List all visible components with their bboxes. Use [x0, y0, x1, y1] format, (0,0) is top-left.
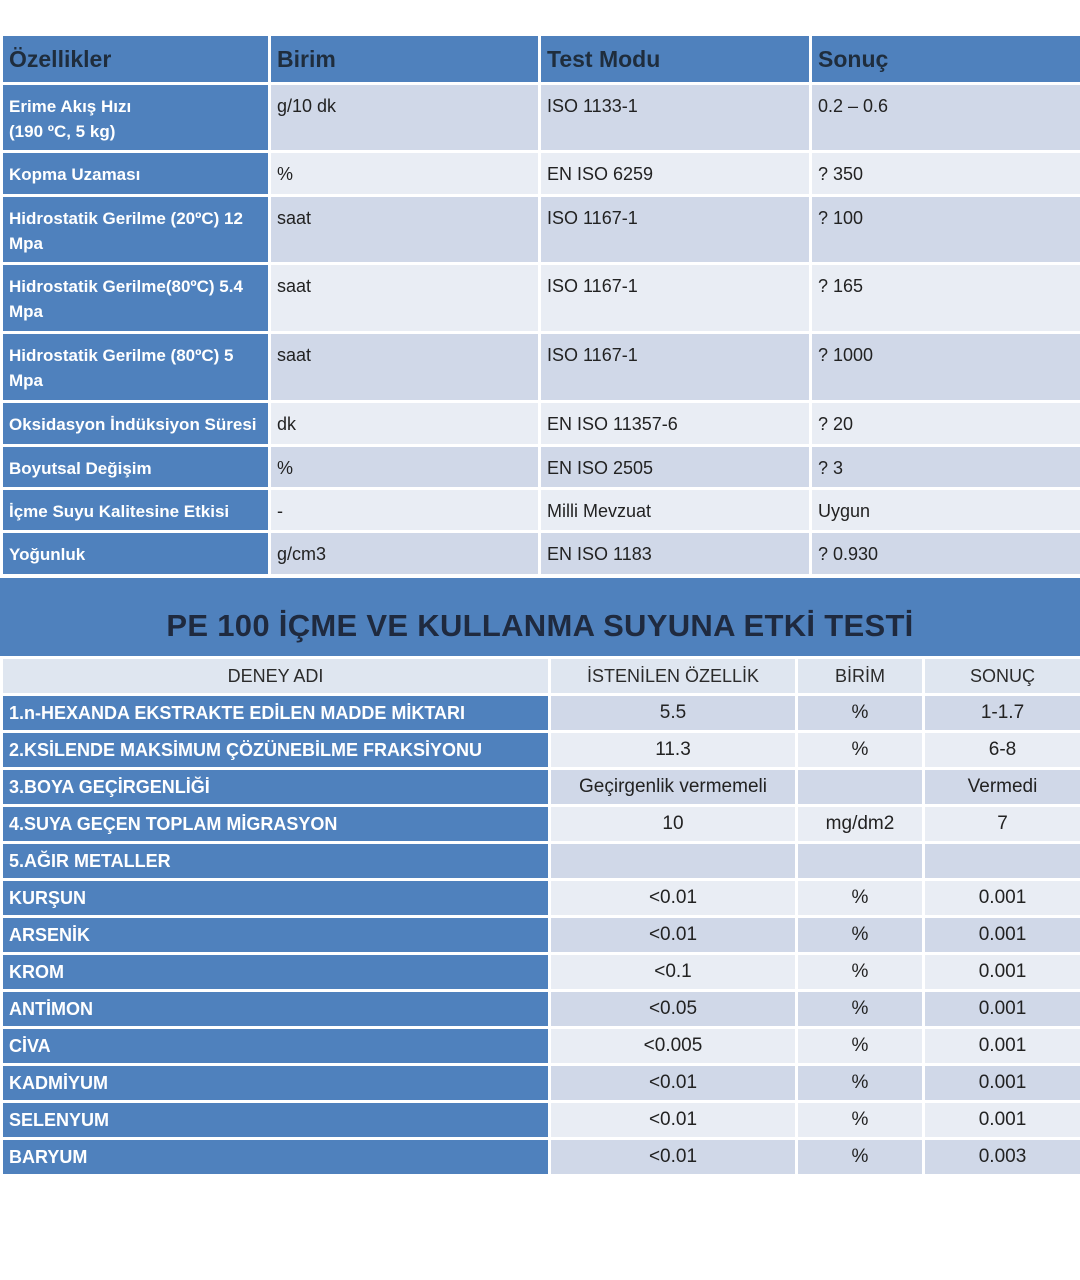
- table-row: [2, 732, 1080, 769]
- test-name: SELENYUM: [2, 1102, 550, 1139]
- property-result: ? 350: [811, 152, 1080, 196]
- table-row: [2, 333, 1080, 402]
- test-name: KROM: [2, 954, 550, 991]
- table-row: [2, 695, 1080, 732]
- property-name: Kopma Uzaması: [2, 152, 270, 196]
- result-value: Vermedi: [924, 769, 1080, 806]
- test-name: 2.KSİLENDE MAKSİMUM ÇÖZÜNEBİLME FRAKSİYONU: [2, 732, 550, 769]
- table-row: [2, 1139, 1080, 1176]
- property-name: Erime Akış Hızı (190 ºC, 5 kg): [2, 84, 270, 152]
- title-band: [0, 578, 1080, 656]
- unit-value: %: [797, 954, 924, 991]
- property-unit: saat: [270, 196, 540, 264]
- test-name: 1.n-HEXANDA EKSTRAKTE EDİLEN MADDE MİKTARI: [2, 695, 550, 732]
- property-result: ? 1000: [811, 333, 1080, 402]
- header-required-property: İSTENİLEN ÖZELLİK: [550, 658, 797, 695]
- top-margin: [0, 0, 1080, 36]
- property-unit: saat: [270, 333, 540, 402]
- result-value: 0.003: [924, 1139, 1080, 1176]
- result-value: 0.001: [924, 880, 1080, 917]
- property-name: Oksidasyon İndüksiyon Süresi: [2, 402, 270, 446]
- header-test-method: Test Modu: [540, 36, 811, 84]
- unit-value: %: [797, 1028, 924, 1065]
- unit-value: %: [797, 1065, 924, 1102]
- properties-header-row: [2, 36, 1080, 84]
- section-title: PE 100 İÇME VE KULLANMA SUYUNA ETKİ TESTİ: [166, 608, 914, 643]
- property-result: ? 3: [811, 446, 1080, 489]
- property-result: ? 165: [811, 264, 1080, 333]
- table-row: [2, 1065, 1080, 1102]
- table-row: [2, 84, 1080, 152]
- table-row: [2, 446, 1080, 489]
- property-unit: g/cm3: [270, 532, 540, 576]
- table-row: [2, 532, 1080, 576]
- property-unit: g/10 dk: [270, 84, 540, 152]
- property-result: ? 0.930: [811, 532, 1080, 576]
- result-value: 0.001: [924, 1065, 1080, 1102]
- property-name: İçme Suyu Kalitesine Etkisi: [2, 489, 270, 532]
- table-row: [2, 991, 1080, 1028]
- unit-value: %: [797, 1139, 924, 1176]
- property-name: Hidrostatik Gerilme (80ºC) 5 Mpa: [2, 333, 270, 402]
- unit-value: %: [797, 880, 924, 917]
- test-name: BARYUM: [2, 1139, 550, 1176]
- result-value: 0.001: [924, 917, 1080, 954]
- header-result: SONUÇ: [924, 658, 1080, 695]
- property-name: Boyutsal Değişim: [2, 446, 270, 489]
- unit-value: mg/dm2: [797, 806, 924, 843]
- table-row: [2, 806, 1080, 843]
- table-row: [2, 1028, 1080, 1065]
- result-value: 6-8: [924, 732, 1080, 769]
- unit-value: %: [797, 1102, 924, 1139]
- test-name: ANTİMON: [2, 991, 550, 1028]
- required-value: <0.005: [550, 1028, 797, 1065]
- table-row: [2, 152, 1080, 196]
- water-effect-table: [0, 656, 1080, 1177]
- required-value: 5.5: [550, 695, 797, 732]
- property-name: Yoğunluk: [2, 532, 270, 576]
- required-value: Geçirgenlik vermemeli: [550, 769, 797, 806]
- property-test: EN ISO 1183: [540, 532, 811, 576]
- result-value: 0.001: [924, 991, 1080, 1028]
- test-name: CİVA: [2, 1028, 550, 1065]
- table-row: [2, 264, 1080, 333]
- table-row: [2, 402, 1080, 446]
- result-value: 1-1.7: [924, 695, 1080, 732]
- property-test: EN ISO 6259: [540, 152, 811, 196]
- table-row: [2, 843, 1080, 880]
- property-test: ISO 1167-1: [540, 264, 811, 333]
- required-value: <0.01: [550, 917, 797, 954]
- result-value: 0.001: [924, 1102, 1080, 1139]
- property-test: ISO 1167-1: [540, 333, 811, 402]
- required-value: <0.1: [550, 954, 797, 991]
- property-name: Hidrostatik Gerilme(80ºC) 5.4 Mpa: [2, 264, 270, 333]
- unit-value: [797, 769, 924, 806]
- result-value: [924, 843, 1080, 880]
- result-value: 0.001: [924, 1028, 1080, 1065]
- unit-value: %: [797, 732, 924, 769]
- required-value: <0.05: [550, 991, 797, 1028]
- water-effect-header-row: [2, 658, 1080, 695]
- unit-value: %: [797, 917, 924, 954]
- required-value: 11.3: [550, 732, 797, 769]
- property-result: 0.2 – 0.6: [811, 84, 1080, 152]
- table-row: [2, 954, 1080, 991]
- property-test: ISO 1167-1: [540, 196, 811, 264]
- property-unit: saat: [270, 264, 540, 333]
- test-name: 3.BOYA GEÇİRGENLİĞİ: [2, 769, 550, 806]
- table-row: [2, 1102, 1080, 1139]
- property-result: Uygun: [811, 489, 1080, 532]
- properties-table: [0, 36, 1080, 577]
- header-result: Sonuç: [811, 36, 1080, 84]
- property-unit: -: [270, 489, 540, 532]
- table-row: [2, 880, 1080, 917]
- test-name: 4.SUYA GEÇEN TOPLAM MİGRASYON: [2, 806, 550, 843]
- test-name: ARSENİK: [2, 917, 550, 954]
- property-name: Hidrostatik Gerilme (20ºC) 12 Mpa: [2, 196, 270, 264]
- header-test-name: DENEY ADI: [2, 658, 550, 695]
- property-result: ? 20: [811, 402, 1080, 446]
- unit-value: [797, 843, 924, 880]
- table-row: [2, 196, 1080, 264]
- required-value: <0.01: [550, 1102, 797, 1139]
- required-value: <0.01: [550, 1065, 797, 1102]
- table-row: [2, 917, 1080, 954]
- header-unit: Birim: [270, 36, 540, 84]
- unit-value: %: [797, 991, 924, 1028]
- required-value: <0.01: [550, 880, 797, 917]
- unit-value: %: [797, 695, 924, 732]
- header-unit: BİRİM: [797, 658, 924, 695]
- required-value: 10: [550, 806, 797, 843]
- property-unit: %: [270, 152, 540, 196]
- test-name: KURŞUN: [2, 880, 550, 917]
- property-test: Milli Mevzuat: [540, 489, 811, 532]
- table-row: [2, 489, 1080, 532]
- header-properties: Özellikler: [2, 36, 270, 84]
- property-unit: dk: [270, 402, 540, 446]
- test-name: 5.AĞIR METALLER: [2, 843, 550, 880]
- property-test: EN ISO 11357-6: [540, 402, 811, 446]
- required-value: <0.01: [550, 1139, 797, 1176]
- property-test: ISO 1133-1: [540, 84, 811, 152]
- result-value: 7: [924, 806, 1080, 843]
- test-name: KADMİYUM: [2, 1065, 550, 1102]
- property-unit: %: [270, 446, 540, 489]
- property-result: ? 100: [811, 196, 1080, 264]
- table-row: [2, 769, 1080, 806]
- property-test: EN ISO 2505: [540, 446, 811, 489]
- result-value: 0.001: [924, 954, 1080, 991]
- required-value: [550, 843, 797, 880]
